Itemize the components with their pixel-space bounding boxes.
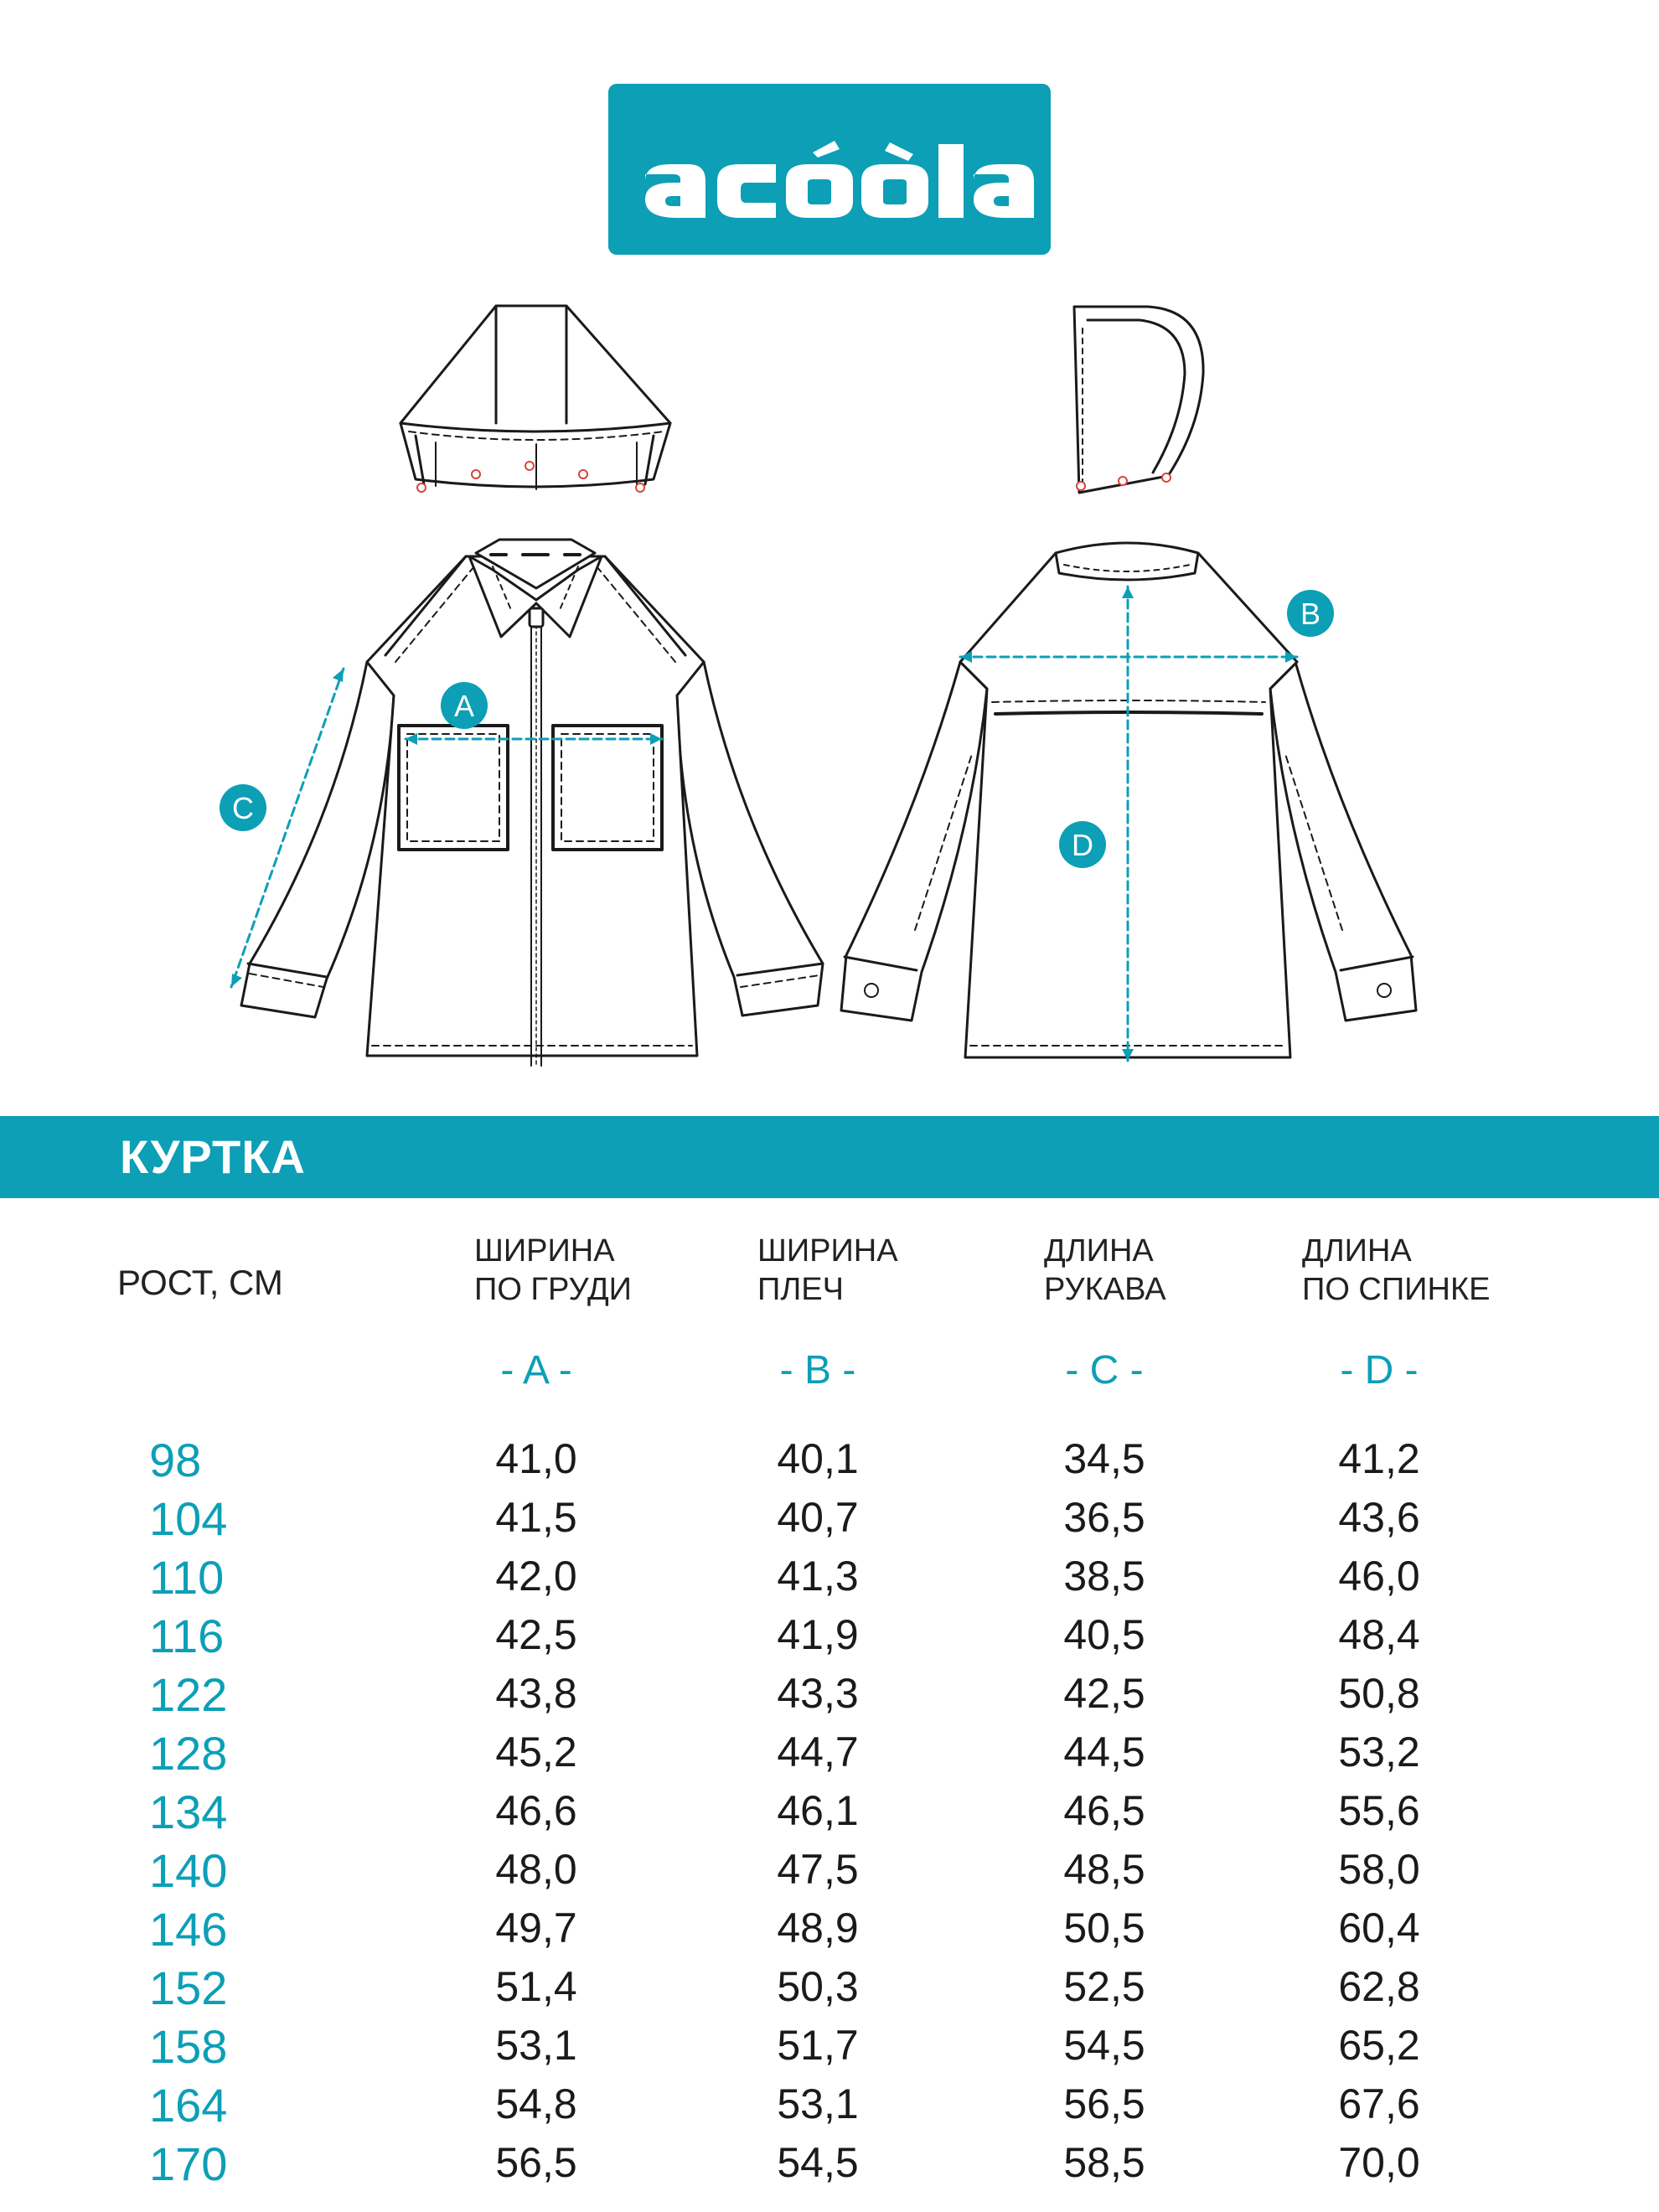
row-size: 98 (149, 1434, 202, 1486)
row-shoulder: 46,1 (777, 1787, 859, 1834)
row-chest: 42,0 (495, 1553, 577, 1600)
row-chest: 42,5 (495, 1611, 577, 1658)
row-size: 146 (149, 1903, 228, 1956)
row-back: 70,0 (1338, 2139, 1420, 2186)
row-size: 140 (149, 1844, 228, 1897)
badge-a-label: A (453, 689, 475, 723)
jacket-front-drawing (241, 540, 823, 1066)
row-sleeve: 38,5 (1063, 1553, 1145, 1600)
hood-side-drawing (1074, 307, 1203, 493)
row-sleeve: 40,5 (1063, 1611, 1145, 1658)
row-sleeve: 52,5 (1063, 1963, 1145, 2010)
row-sleeve: 48,5 (1063, 1846, 1145, 1893)
column-header-chest-line1: ШИРИНА (474, 1233, 615, 1269)
column-header-chest-line2: ПО ГРУДИ (474, 1272, 632, 1307)
row-size: 128 (149, 1727, 228, 1780)
table-row (0, 1667, 1659, 1726)
row-sleeve: 56,5 (1063, 2080, 1145, 2127)
row-shoulder: 40,7 (777, 1494, 859, 1541)
section-title: КУРТКА (120, 1130, 306, 1183)
row-shoulder: 51,7 (777, 2022, 859, 2069)
row-chest: 41,5 (495, 1494, 577, 1541)
badge-c (220, 784, 266, 831)
row-shoulder: 44,7 (777, 1729, 859, 1775)
table-row (0, 1785, 1659, 1843)
row-sleeve: 44,5 (1063, 1729, 1145, 1775)
row-size: 158 (149, 2020, 228, 2073)
table-row (0, 2137, 1659, 2195)
table-row (0, 2019, 1659, 2078)
column-header-shoulder-line2: ПЛЕЧ (757, 1272, 844, 1307)
column-header-shoulder-width (757, 1232, 898, 1309)
row-sleeve: 58,5 (1063, 2139, 1145, 2186)
row-back: 46,0 (1338, 1553, 1420, 1600)
column-header-chest-width (474, 1232, 632, 1309)
table-row (0, 1491, 1659, 1550)
row-chest: 49,7 (495, 1904, 577, 1951)
badge-d (1059, 821, 1106, 868)
jacket-technical-drawing (0, 285, 1659, 1114)
row-back: 41,2 (1338, 1435, 1420, 1482)
column-letter-d: - D - (1340, 1348, 1419, 1393)
row-chest: 56,5 (495, 2139, 577, 2186)
row-sleeve: 42,5 (1063, 1670, 1145, 1717)
column-header-sleeve-line2: РУКАВА (1044, 1272, 1166, 1307)
table-row (0, 1902, 1659, 1961)
row-back: 53,2 (1338, 1729, 1420, 1775)
badge-d-label: D (1072, 828, 1093, 862)
row-size: 134 (149, 1786, 228, 1838)
row-shoulder: 43,3 (777, 1670, 859, 1717)
row-back: 55,6 (1338, 1787, 1420, 1834)
section-title-band (0, 1116, 1659, 1198)
row-sleeve: 34,5 (1063, 1435, 1145, 1482)
row-shoulder: 53,1 (777, 2080, 859, 2127)
row-sleeve: 36,5 (1063, 1494, 1145, 1541)
row-shoulder: 50,3 (777, 1963, 859, 2010)
row-back: 60,4 (1338, 1904, 1420, 1951)
table-row (0, 1550, 1659, 1609)
row-shoulder: 54,5 (777, 2139, 859, 2186)
badge-a (441, 682, 488, 729)
row-size: 170 (149, 2137, 228, 2190)
table-row (0, 1726, 1659, 1785)
row-sleeve: 50,5 (1063, 1904, 1145, 1951)
row-size: 116 (149, 1610, 225, 1662)
table-row (0, 1843, 1659, 1902)
row-back: 43,6 (1338, 1494, 1420, 1541)
row-shoulder: 40,1 (777, 1435, 859, 1482)
row-shoulder: 41,9 (777, 1611, 859, 1658)
table-row (0, 1609, 1659, 1667)
column-header-sleeve-line1: ДЛИНА (1044, 1233, 1154, 1269)
row-back: 65,2 (1338, 2022, 1420, 2069)
column-letter-c: - C - (1065, 1348, 1144, 1393)
row-size: 122 (149, 1668, 228, 1721)
row-chest: 48,0 (495, 1846, 577, 1893)
hood-front-drawing (401, 306, 670, 492)
table-row (0, 2078, 1659, 2137)
column-header-back-line2: ПО СПИНКЕ (1302, 1272, 1491, 1307)
brand-logo (608, 84, 1051, 255)
row-size: 104 (149, 1492, 228, 1545)
badge-b-label: B (1300, 597, 1321, 631)
row-chest: 54,8 (495, 2080, 577, 2127)
row-size: 110 (149, 1551, 225, 1604)
row-chest: 46,6 (495, 1787, 577, 1834)
row-back: 48,4 (1338, 1611, 1420, 1658)
row-chest: 41,0 (495, 1435, 577, 1482)
row-back: 62,8 (1338, 1963, 1420, 2010)
column-letter-b: - B - (779, 1348, 856, 1393)
column-header-back-line1: ДЛИНА (1302, 1233, 1412, 1269)
column-letter-a: - A - (500, 1348, 572, 1393)
row-size: 164 (149, 2079, 228, 2132)
badge-c-label: C (232, 791, 254, 825)
row-back: 58,0 (1338, 1846, 1420, 1893)
column-header-sleeve-length (1044, 1232, 1166, 1309)
row-shoulder: 48,9 (777, 1904, 859, 1951)
table-row (0, 1433, 1659, 1491)
row-shoulder: 47,5 (777, 1846, 859, 1893)
row-sleeve: 46,5 (1063, 1787, 1145, 1834)
row-chest: 45,2 (495, 1729, 577, 1775)
column-header-height: РОСТ, СМ (117, 1263, 283, 1302)
row-chest: 53,1 (495, 2022, 577, 2069)
column-header-back-length (1302, 1232, 1490, 1309)
column-header-shoulder-line1: ШИРИНА (757, 1233, 898, 1269)
row-chest: 43,8 (495, 1670, 577, 1717)
logo-wordmark-icon (608, 84, 1051, 255)
row-chest: 51,4 (495, 1963, 577, 2010)
row-shoulder: 41,3 (777, 1553, 859, 1600)
table-row (0, 1961, 1659, 2019)
row-back: 67,6 (1338, 2080, 1420, 2127)
row-back: 50,8 (1338, 1670, 1420, 1717)
row-sleeve: 54,5 (1063, 2022, 1145, 2069)
badge-b (1287, 590, 1334, 637)
row-size: 152 (149, 1961, 228, 2014)
